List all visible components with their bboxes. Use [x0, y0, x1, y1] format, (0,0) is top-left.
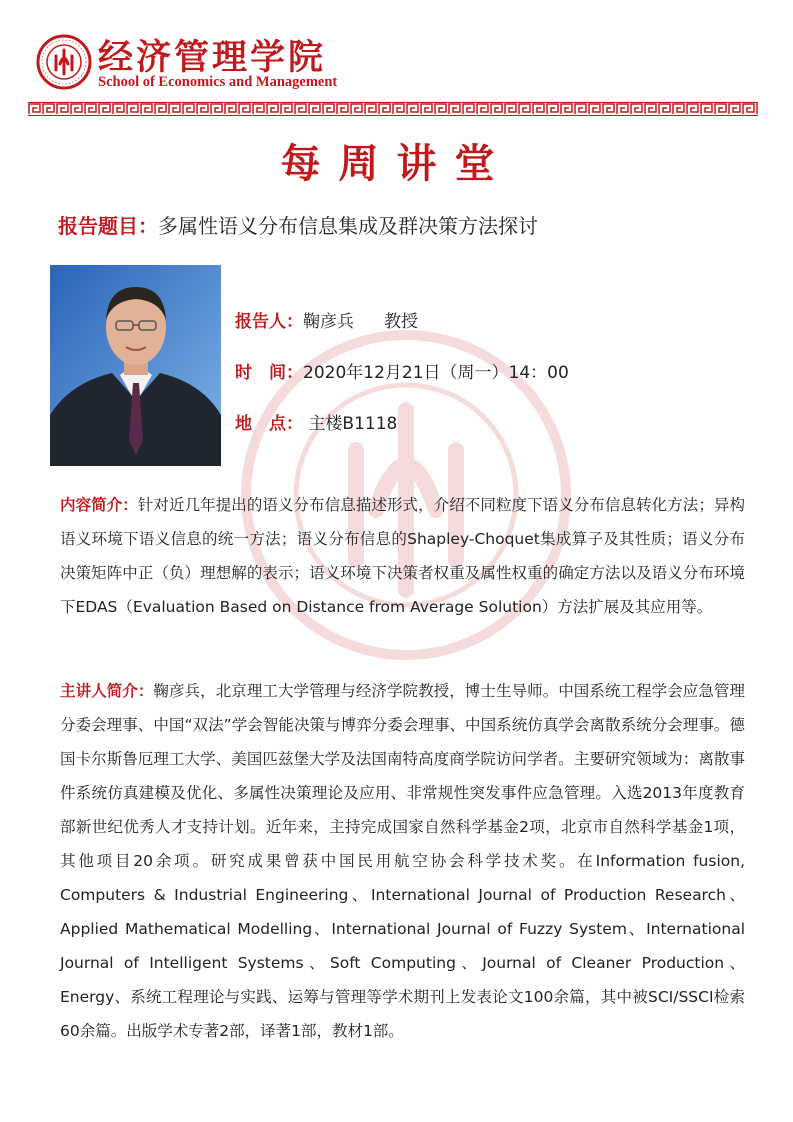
speaker-title: 教授: [384, 312, 418, 332]
abstract-section: [60, 488, 745, 624]
speaker-label: 报告人：: [235, 312, 303, 332]
speaker-photo: [50, 265, 221, 466]
speaker-value: 鞠彦兵: [303, 312, 354, 332]
bio-label: 主讲人简介：: [60, 682, 154, 700]
bio-section: [60, 674, 745, 1048]
page-title: 每周讲堂: [280, 141, 513, 187]
time-value: 2020年12月21日（周一）14：00: [303, 363, 569, 383]
bio-text: 鞠彦兵，北京理工大学管理与经济学院教授，博士生导师。中国系统工程学会应急管理分委会理事、中国“双法”学会智能决策与博弈分委会理事、中国系统仿真学会离散系统分会理事。德国卡尔斯鲁厄理工大学、美国匹兹堡大学及法国南特高度商学院访问学者。主要研究领域为：离散事件系统仿真建模及优化、多属性决策理论及应用、非常规性突发事件应急管理。入选2013年度教育部新世纪优秀人才支持计划。近年来，主持完成国家自然科学基金2项，北京市自然科学基金1项，其他项目20余项。研究成果曾获中国民用航空协会科学技术奖。在Information fusion, Computers & Industrial Engineering、International Journal of Production Research、Applied Mathematical Modelling、International Journal of Fuzzy System、International Journal of Intelligent Systems、Soft Computing、Journal of Cleaner Production、Energy、系统工程理论与实践、运筹与管理等学术期刊上发表论文100余篇，其中被SCI/SSCI检索60余篇。出版学术专著2部，译著1部，教材1部。: [60, 682, 745, 1040]
abstract-text: 针对近几年提出的语义分布信息描述形式，介绍不同粒度下语义分布信息转化方法；异构语义环境下语义信息的统一方法；语义分布信息的Shapley-Choquet集成算子及其性质；语义分布决策矩阵中正（负）理想解的表示；语义环境下决策者权重及属性权重的确定方法以及语义分布环境下EDAS（Evaluation Based on Distance from Average Solution）方法扩展及其应用等。: [60, 496, 745, 616]
university-seal-logo: [36, 34, 92, 90]
decorative-border: [28, 102, 758, 116]
time-label: 时 间：: [235, 363, 303, 383]
topic-value: 多属性语义分布信息集成及群决策方法探讨: [158, 214, 538, 238]
abstract-label: 内容简介：: [60, 496, 138, 514]
place-value: 主楼B1118: [308, 414, 398, 434]
place-line: [235, 409, 397, 434]
school-header: [36, 34, 336, 94]
speaker-line: [235, 307, 418, 332]
place-label: 地 点：: [235, 414, 303, 434]
school-name-en: School of Economics and Management: [98, 74, 338, 90]
school-name-cn: 经济管理学院: [98, 37, 327, 78]
time-line: [235, 358, 569, 383]
topic-label: 报告题目：: [58, 214, 158, 238]
report-topic: [58, 210, 538, 239]
